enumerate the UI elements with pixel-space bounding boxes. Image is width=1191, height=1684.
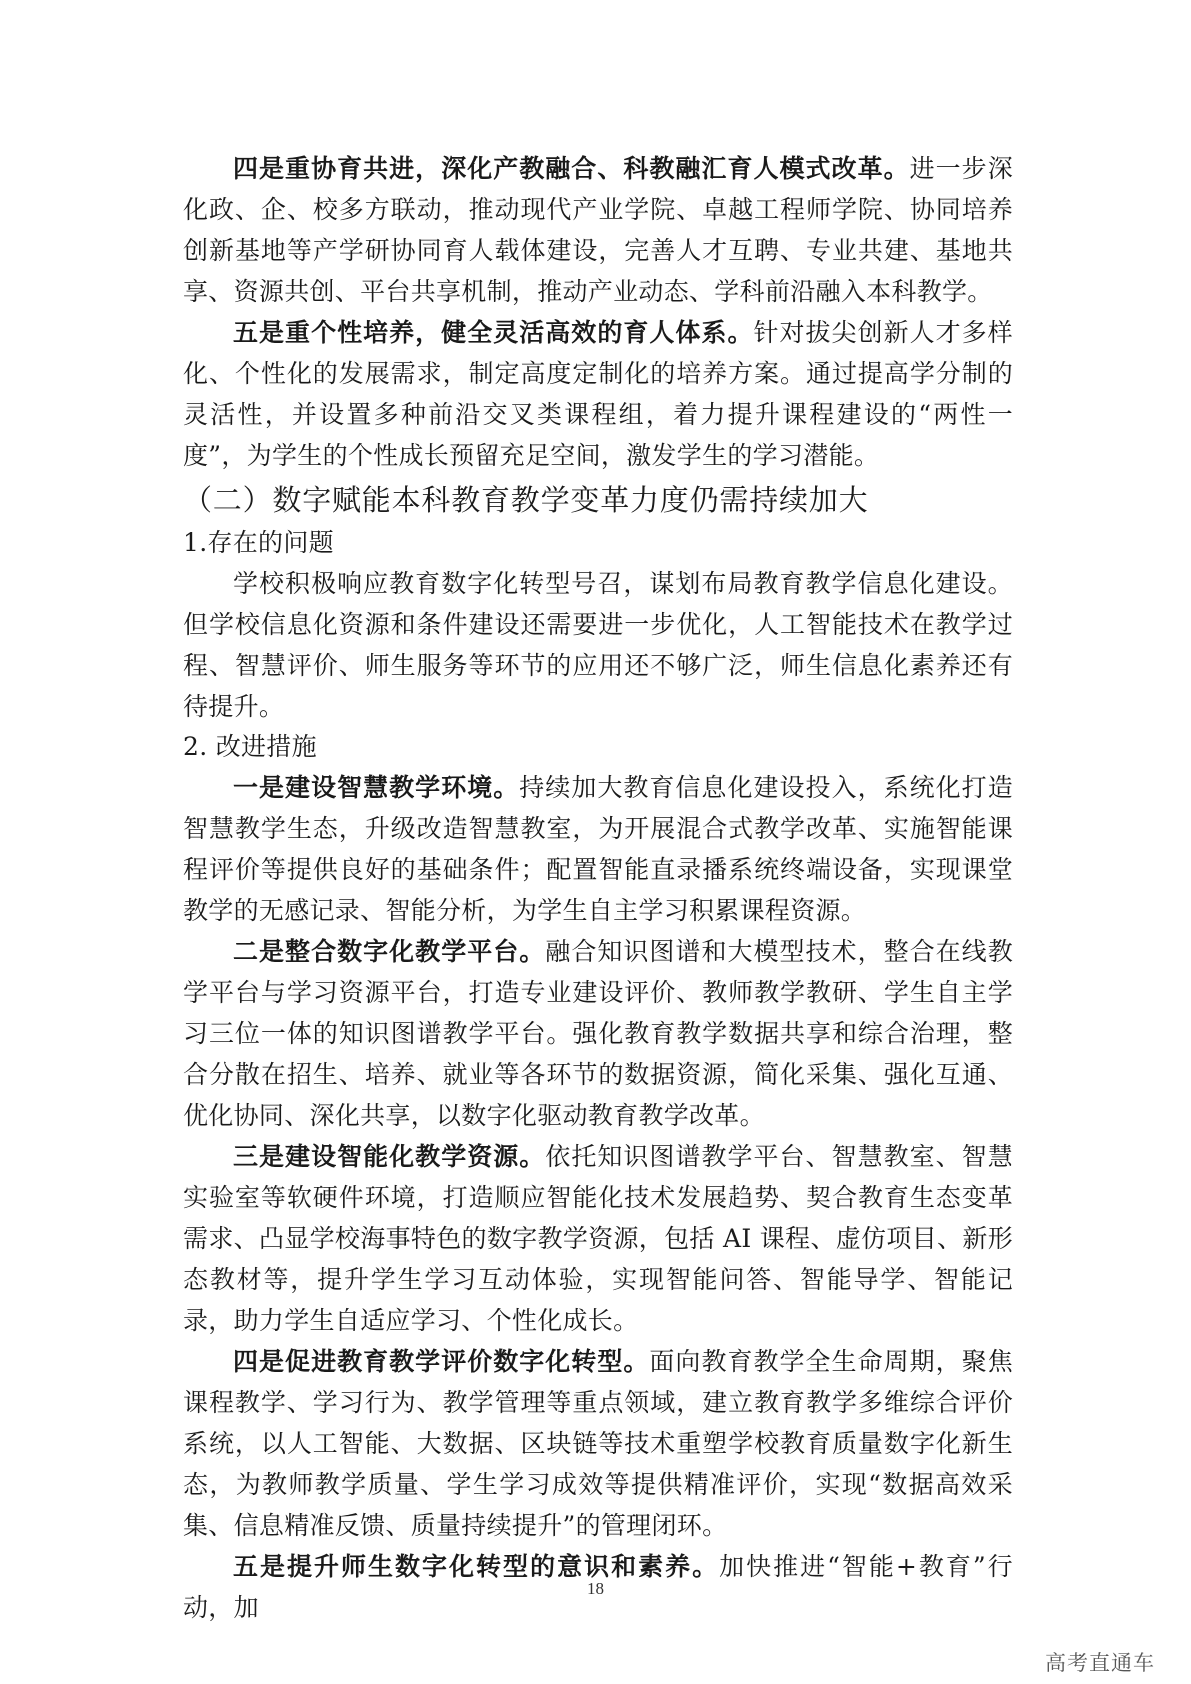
measures-heading: 2. 改进措施 (183, 732, 317, 761)
measure-1-paragraph (183, 767, 1013, 931)
paragraph-body: 融合知识图谱和大模型技术，整合在线教学平台与学习资源平台，打造专业建设评价、教师教学教研、学生自主学习三位一体的知识图谱教学平台。强化教育教学数据共享和综合治理，整合分散在招生、培养、就业等各环节的数据资源，简化采集、强化互通、优化协同、深化共享，以数字化驱动教育教学改革。 (183, 937, 1013, 1130)
paragraph-measure-4-cooperative (183, 148, 1013, 312)
paragraph-body: 针对拔尖创新人才多样化、个性化的发展需求，制定高度定制化的培养方案。通过提高学分制的灵活性，并设置多种前沿交叉类课程组，着力提升课程建设的“两性一度”，为学生的个性成长预留充足空间，激发学生的学习潜能。 (183, 318, 1013, 470)
paragraph-lead: 二是整合数字化教学平台。 (233, 937, 546, 966)
problem-heading: 1.存在的问题 (183, 528, 334, 557)
paragraph-lead: 四是促进教育教学评价数字化转型。 (233, 1347, 650, 1376)
paragraph-body: 进一步深化政、企、校多方联动，推动现代产业学院、卓越工程师学院、协同培养创新基地等产学研协同育人载体建设，完善人才互聘、专业共建、基地共享、资源共创、平台共享机制，推动产业动态、学科前沿融入本科教学。 (183, 154, 1013, 306)
document-body (183, 148, 1013, 1628)
paragraph-lead: 一是建设智慧教学环境。 (233, 773, 520, 802)
paragraph-body: 加快推进“智能+教育”行动，加 (183, 1552, 1013, 1622)
paragraph-body: 面向教育教学全生命周期，聚焦课程教学、学习行为、教学管理等重点领域，建立教育教学多维综合评价系统，以人工智能、大数据、区块链等技术重塑学校教育质量数字化新生态，为教师教学质量、学生学习成效等提供精准评价，实现“数据高效采集、信息精准反馈、质量持续提升”的管理闭环。 (183, 1347, 1013, 1540)
paragraph-body: 持续加大教育信息化建设投入，系统化打造智慧教学生态，升级改造智慧教室，为开展混合式教学改革、实施智能课程评价等提供良好的基础条件；配置智能直录播系统终端设备，实现课堂教学的无感记录、智能分析，为学生自主学习积累课程资源。 (183, 773, 1013, 925)
measure-3-paragraph (183, 1136, 1013, 1341)
paragraph-lead: 五是提升师生数字化转型的意识和素养。 (233, 1552, 720, 1581)
paragraph-lead: 五是重个性培养，健全灵活高效的育人体系。 (233, 318, 754, 347)
paragraph-measure-5-personalized (183, 312, 1013, 476)
paragraph-body: 依托知识图谱教学平台、智慧教室、智慧实验室等软硬件环境，打造顺应智能化技术发展趋势、契合教育生态变革需求、凸显学校海事特色的数字教学资源，包括 AI 课程、虚仿项目、新形态教材等，提升学生学习互动体验，实现智能问答、智能导学、智能记录，助力学生自适应学习、个性化成长。 (183, 1142, 1013, 1335)
paragraph-lead: 四是重协育共进，深化产教融合、科教融汇育人模式改革。 (233, 154, 910, 183)
watermark-text: 高考直通车 (1045, 1651, 1155, 1675)
paragraph-lead: 三是建设智能化教学资源。 (233, 1142, 546, 1171)
section-heading: （二）数字赋能本科教育教学变革力度仍需持续加大 (183, 483, 869, 517)
measure-4-paragraph (183, 1341, 1013, 1546)
measure-2-paragraph (183, 931, 1013, 1136)
page-number: 18 (587, 1579, 604, 1598)
problem-paragraph: 学校积极响应教育数字化转型号召，谋划布局教育教学信息化建设。但学校信息化资源和条件建设还需要进一步优化，人工智能技术在教学过程、智慧评价、师生服务等环节的应用还不够广泛，师生信息化素养还有待提升。 (183, 569, 1013, 721)
